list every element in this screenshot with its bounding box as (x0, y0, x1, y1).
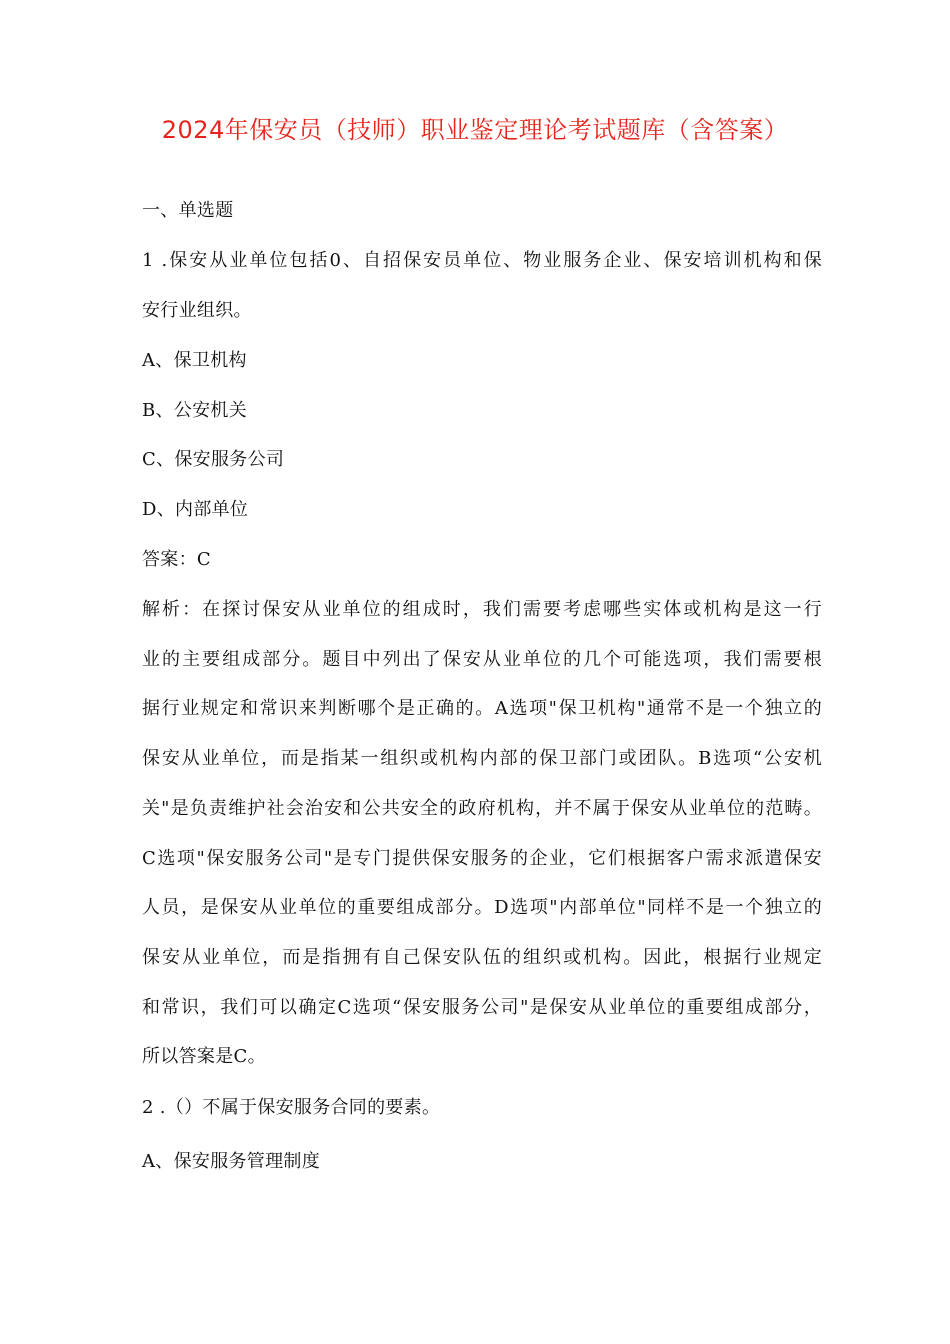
question-1-analysis-line-1: 解析：在探讨保安从业单位的组成时，我们需要考虑哪些实体或机构是这一行 (142, 599, 822, 620)
question-1-stem-line-2: 安行业组织。 (142, 300, 252, 321)
question-1-analysis-line-10: 所以答案是C。 (142, 1046, 266, 1067)
question-1-answer: 答案：C (142, 549, 211, 570)
section-heading: 一、单选题 (142, 200, 234, 221)
document-title: 2024年保安员（技师）职业鉴定理论考试题库（含答案） (161, 116, 789, 144)
question-1-analysis-line-6: C选项"保安服务公司"是专门提供保安服务的企业，它们根据客户需求派遣保安 (142, 848, 822, 869)
question-2-option-a: A、保安服务管理制度 (142, 1151, 320, 1172)
question-1-option-b: B、公安机关 (142, 400, 248, 421)
question-1-analysis-line-2: 业的主要组成部分。题目中列出了保安从业单位的几个可能选项，我们需要根 (142, 649, 822, 670)
question-1-analysis-line-5: 关"是负责维护社会治安和公共安全的政府机构，并不属于保安从业单位的范畴。 (142, 798, 822, 819)
question-2-stem: 2 .（）不属于保安服务合同的要素。 (142, 1097, 441, 1118)
question-1-analysis-line-7: 人员，是保安从业单位的重要组成部分。D选项"内部单位"同样不是一个独立的 (142, 897, 822, 918)
question-1-stem-line-1: 1 .保安从业单位包括0、自招保安员单位、物业服务企业、保安培训机构和保 (142, 250, 822, 271)
question-1-option-a: A、保卫机构 (142, 350, 247, 371)
question-1-analysis-line-4: 保安从业单位，而是指某一组织或机构内部的保卫部门或团队。B选项“公安机 (142, 748, 822, 769)
question-1-option-d: D、内部单位 (142, 499, 249, 520)
question-1-analysis-line-3: 据行业规定和常识来判断哪个是正确的。A选项"保卫机构"通常不是一个独立的 (142, 698, 822, 719)
question-1-option-c: C、保安服务公司 (142, 449, 285, 470)
question-1-analysis-line-8: 保安从业单位，而是指拥有自己保安队伍的组织或机构。因此，根据行业规定 (142, 947, 822, 968)
question-1-analysis-line-9: 和常识，我们可以确定C选项“保安服务公司"是保安从业单位的重要组成部分， (142, 997, 822, 1018)
